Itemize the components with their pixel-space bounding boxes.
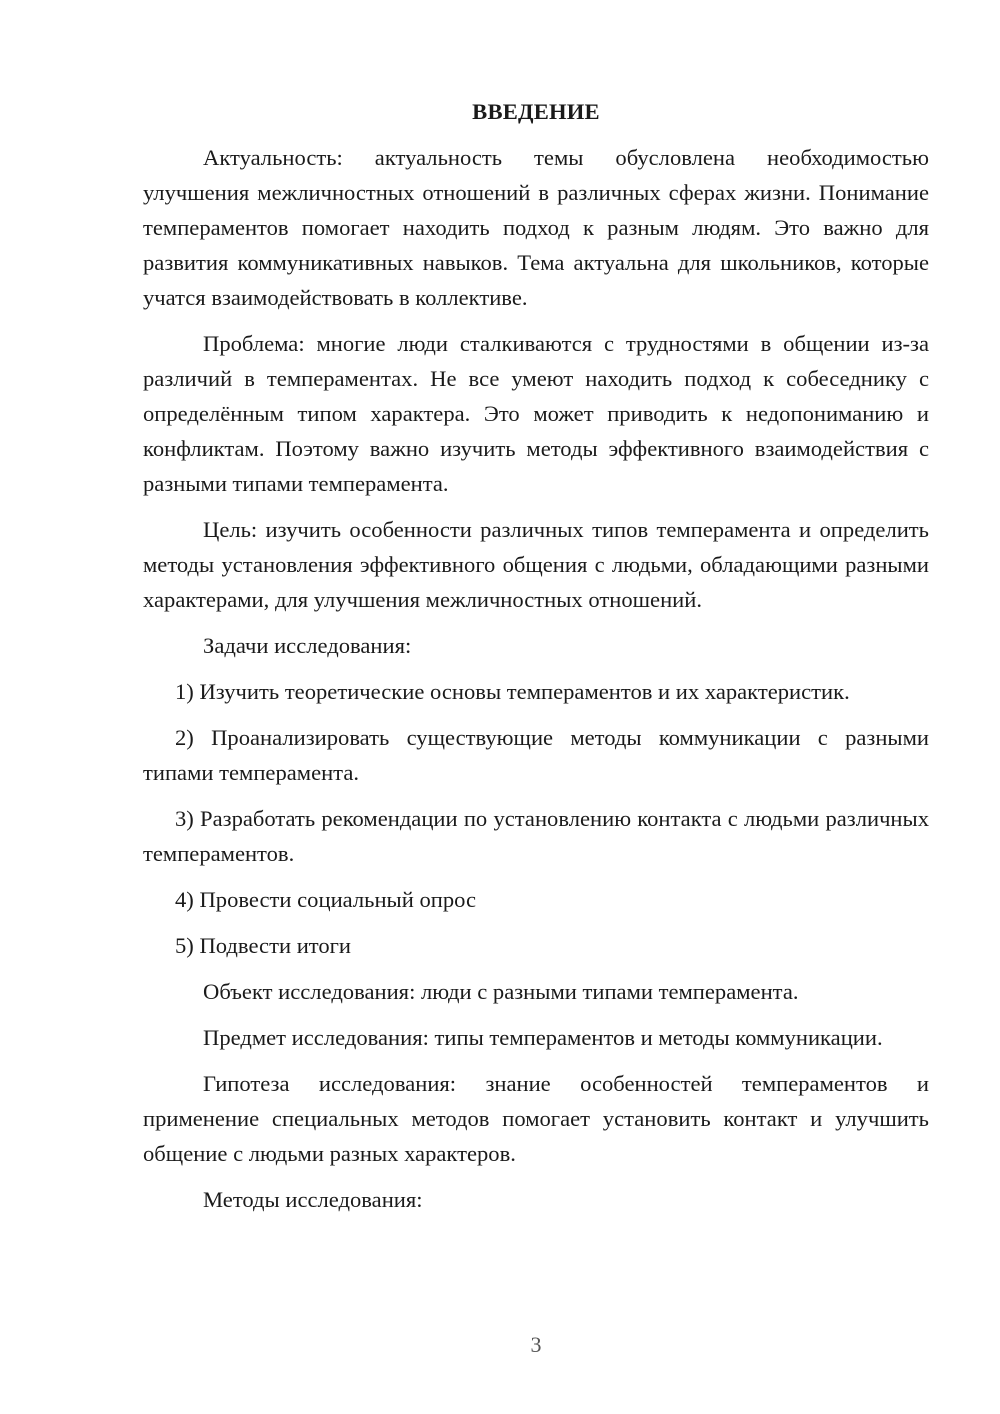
task-item: 2) Проанализировать существующие методы коммуникации с разными типами темперамента. [143,725,929,785]
tasks-heading: Задачи исследования: [203,633,412,658]
object-paragraph: Объект исследования: люди с разными типами темперамента. [203,979,799,1004]
task-item: 4) Провести социальный опрос [175,887,477,912]
hypothesis-paragraph: Гипотеза исследования: знание особенностей темпераментов и применение специальных методов помогает установить контакт и улучшить общение с людьми разных характеров. [143,1071,929,1166]
task-item: 5) Подвести итоги [175,933,352,958]
relevance-paragraph: Актуальность: актуальность темы обусловлена необходимостью улучшения межличностных отношений в различных сферах жизни. Понимание темпераментов помогает находить подход к разным людям. Это важно для развития коммуникативных навыков. Тема актуальна для школьников, которые учатся взаимодействовать в коллективе. [143,145,929,310]
task-item: 1) Изучить теоретические основы темпераментов и их характеристик. [175,679,850,704]
section-title: ВВЕДЕНИЕ [472,99,600,124]
subject-paragraph: Предмет исследования: типы темпераментов и методы коммуникации. [203,1025,883,1050]
problem-paragraph: Проблема: многие люди сталкиваются с трудностями в общении из-за различий в темпераментах. Не все умеют находить подход к собеседнику с определённым типом характера. Это может приводить к недопониманию и конфликтам. Поэтому важно изучить методы эффективного взаимодействия с разными типами темперамента. [143,331,929,496]
task-item: 3) Разработать рекомендации по установлению контакта с людьми различных темпераментов. [143,806,929,866]
page-body [143,94,929,1228]
methods-heading: Методы исследования: [203,1187,423,1212]
goal-paragraph: Цель: изучить особенности различных типов темперамента и определить методы установления эффективного общения с людьми, обладающими разными характерами, для улучшения межличностных отношений. [143,517,929,612]
page-number: 3 [530,1332,542,1357]
